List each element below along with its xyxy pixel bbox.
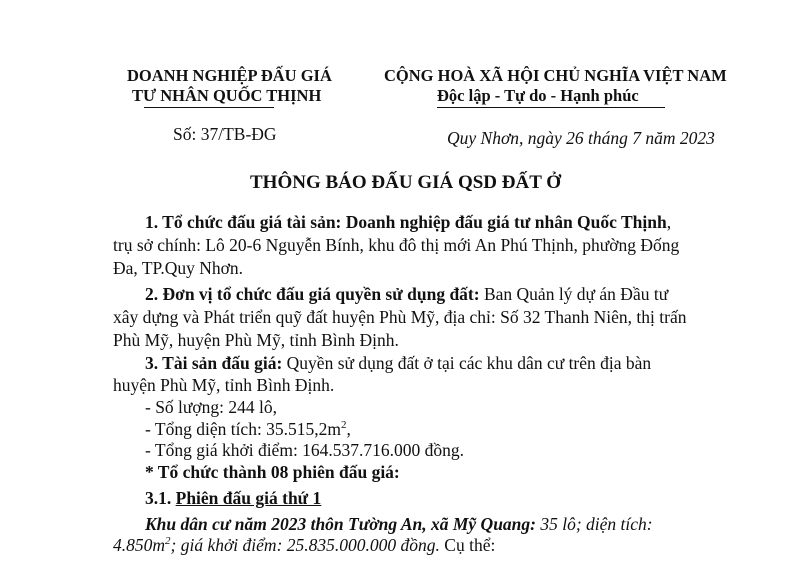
section-1-heading: 1. Tổ chức đấu giá tài sản: Doanh nghiệp đấu giá tư nhân Quốc Thịnh: [145, 212, 667, 232]
nation-motto-underline: [437, 107, 665, 108]
asset-price: - Tổng giá khởi điểm: 164.537.716.000 đồng.: [145, 440, 465, 460]
session-1-area-name: Khu dân cư năm 2023 thôn Tường An, xã Mỹ Quang:: [145, 514, 536, 534]
asset-area: - Tổng diện tích: $35.515,2m^2$,: [145, 419, 351, 439]
org-name-underline: [144, 107, 274, 108]
sessions-note: * Tổ chức thành 08 phiên đấu giá:: [145, 462, 400, 482]
nation-motto: Độc lập - Tự do - Hạnh phúc: [437, 86, 639, 105]
session-1-line2: $4.850m^2$; giá khởi điểm: 25.835.000.000 đồng. Cụ thể:: [113, 535, 496, 555]
section-2-line2: xây dựng và Phát triển quỹ đất huyện Phù Mỹ, địa chỉ: Số 32 Thanh Niên, thị trấn: [113, 307, 687, 327]
section-1-line2: trụ sở chính: Lô 20-6 Nguyễn Bính, khu đô thị mới An Phú Thịnh, phường Đống: [113, 235, 680, 255]
section-1-line3: Đa, TP.Quy Nhơn.: [113, 258, 243, 278]
section-3-heading: 3. Tài sản đấu giá:: [145, 353, 283, 373]
session-1-label: Phiên đấu giá thứ 1: [175, 488, 322, 508]
asset-quantity: - Số lượng: 244 lô,: [145, 397, 278, 417]
section-2-line3: Phù Mỹ, huyện Phù Mỹ, tỉnh Bình Định.: [113, 330, 399, 350]
place-date: Quy Nhơn, ngày 26 tháng 7 năm 2023: [447, 128, 715, 148]
org-name-line2: TƯ NHÂN QUỐC THỊNH: [132, 86, 322, 105]
document-title: THÔNG BÁO ĐẤU GIÁ QSD ĐẤT Ở: [250, 172, 562, 193]
nation-name: CỘNG HOÀ XÃ HỘI CHỦ NGHĨA VIỆT NAM: [384, 66, 727, 85]
section-1-line1: 1. Tổ chức đấu giá tài sản: Doanh nghiệp đấu giá tư nhân Quốc Thịnh,: [145, 212, 672, 232]
section-3-line1: 3. Tài sản đấu giá: Quyền sử dụng đất ở tại các khu dân cư trên địa bàn: [145, 353, 652, 373]
session-1-line1: Khu dân cư năm 2023 thôn Tường An, xã Mỹ Quang: 35 lô; diện tích:: [145, 514, 653, 534]
session-1-title: 3.1. Phiên đấu giá thứ 1: [145, 488, 322, 508]
org-name-line1: DOANH NGHIỆP ĐẤU GIÁ: [127, 66, 332, 85]
section-2-heading: 2. Đơn vị tổ chức đấu giá quyền sử dụng đất:: [145, 284, 480, 304]
section-3-line2: huyện Phù Mỹ, tỉnh Bình Định.: [113, 375, 335, 395]
document-number: Số: 37/TB-ĐG: [173, 124, 277, 144]
section-2-line1: 2. Đơn vị tổ chức đấu giá quyền sử dụng đất: Ban Quản lý dự án Đầu tư: [145, 284, 669, 304]
